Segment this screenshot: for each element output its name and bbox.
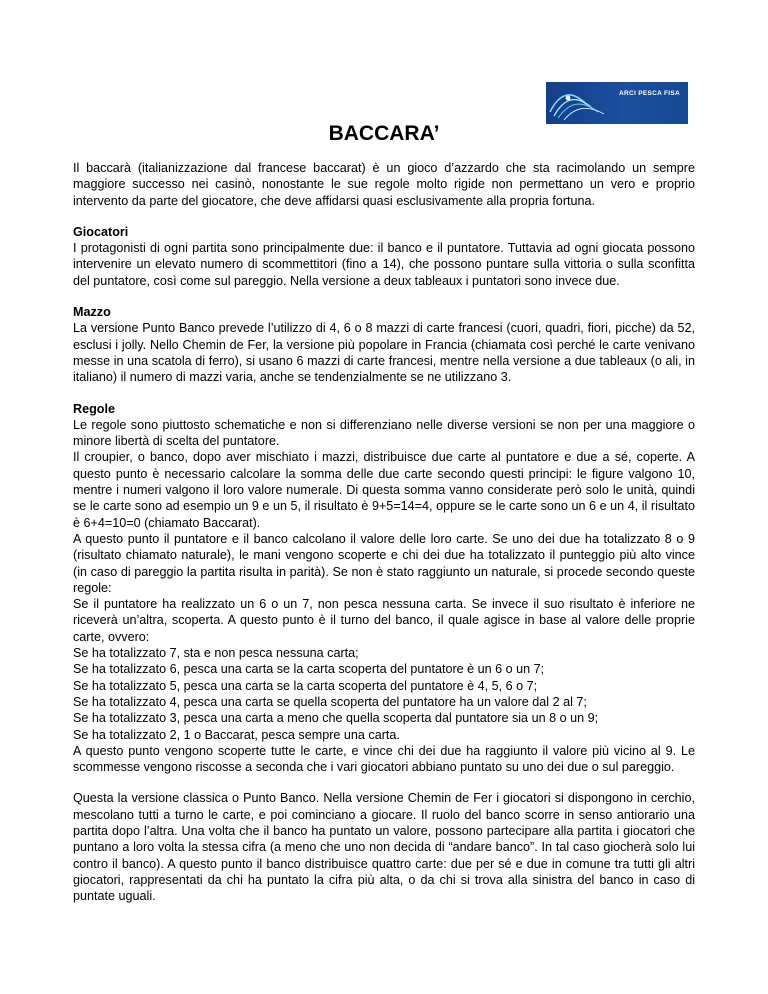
regole-line: Se ha totalizzato 4, pesca una carta se quella scoperta del puntatore ha un valore dal 2 al 7; xyxy=(73,694,587,709)
paragraph-giocatori: I protagonisti di ogni partita sono principalmente due: il banco e il puntatore. Tuttavia ad ogni giocata possono intervenire un elevato numero di scommettitori (fino a 14), che possono puntare sulla vittoria o sulla sconfitta del puntatore, così come sul pareggio. Nella versione a deux tableaux i puntatori sono invece due. xyxy=(73,241,695,288)
regole-line: A questo punto il puntatore e il banco calcolano il valore delle loro carte. Se uno dei due ha totalizzato 8 o 9 (risultato chiamato naturale), le mani vengono scoperte e chi dei due ha totalizzato il punteggio più alto vince (in caso di pareggio la partita risulta in parità). Se non è stato raggiunto un naturale, si procede secondo queste regole: xyxy=(73,531,695,595)
heading-regole: Regole xyxy=(73,401,115,416)
regole-line: Se ha totalizzato 2, 1 o Baccarat, pesca sempre una carta. xyxy=(73,727,400,742)
regole-line: Se il puntatore ha realizzato un 6 o un 7, non pesca nessuna carta. Se invece il suo risultato è inferiore ne riceverà un’altra, scoperta. A questo punto è il turno del banco, il quale agisce in base al valore delle proprie carte, ovvero: xyxy=(73,597,695,644)
regole-line: Il croupier, o banco, dopo aver mischiato i mazzi, distribuisce due carte al puntatore e due a sé, coperte. A questo punto è necessario calcolare la somma delle due carte secondo questi principi: le figure valgono 10, mentre i numeri valgono il loro valore numerale. Di questa somma vanno considerate però solo le unità, quindi se le carte sono ad esempio un 9 e un 5, il risultato è 9+5=14=4, oppure se le carte sono un 6 e un 4, il risultato è 6+4=10=0 (chiamato Baccarat). xyxy=(73,450,695,530)
page-title: BACCARA’ xyxy=(328,122,440,145)
fishing-line-icon xyxy=(546,82,688,124)
regole-line: Se ha totalizzato 5, pesca una carta se la carta scoperta del puntatore è 4, 5, 6 o 7; xyxy=(73,678,538,693)
regole-line: A questo punto vengono scoperte tutte le carte, e vince chi dei due ha raggiunto il valore più vicino al 9. Le scommesse vengono riscosse a seconda che i vari giocatori abbiano puntato su uno dei due o sul pareggio. xyxy=(73,743,695,775)
heading-giocatori: Giocatori xyxy=(73,224,129,239)
arci-pesca-fisa-logo xyxy=(546,82,688,124)
regole-line: Le regole sono piuttosto schematiche e non si differenziano nelle diverse versioni se non per una maggiore o minore libertà di scelta del puntatore. xyxy=(73,417,695,449)
heading-mazzo: Mazzo xyxy=(73,305,111,320)
logo-text: ARCI PESCA FISA xyxy=(619,90,680,97)
paragraph-mazzo: La versione Punto Banco prevede l’utilizzo di 4, 6 o 8 mazzi di carte francesi (cuori, quadri, fiori, picche) da 52, esclusi i jolly. Nello Chemin de Fer, la versione più popolare in Francia (chiamata così perché le carte venivano messe in una scatola di ferro), si usano 6 mazzi di carte francesi, mentre nella versione a due tableaux (o ali, in italiano) il numero di mazzi varia, anche se tendenzialmente se ne utilizzano 3. xyxy=(73,321,695,385)
document-body xyxy=(73,160,695,904)
intro-paragraph: Il baccarà (italianizzazione dal francese baccarat) è un gioco d’azzardo che sta racimolando un sempre maggiore successo nei casinò, nonostante le sue regole molto rigide non permettano un vero e proprio intervento da parte del giocatore, che deve affidarsi quasi esclusivamente alla propria fortuna. xyxy=(73,161,695,208)
regole-line: Se ha totalizzato 6, pesca una carta se la carta scoperta del puntatore è un 6 o un 7; xyxy=(73,662,545,677)
paragraph-chemin-de-fer: Questa la versione classica o Punto Banco. Nella versione Chemin de Fer i giocatori si dispongono in cerchio, mescolano tutti a turno le carte, e poi cominciano a giocare. Il ruolo del banco scorre in senso antiorario una partita dopo l’altra. Una volta che il banco ha puntato un valore, possono partecipare alla partita i giocatori che puntano a loro volta la stessa cifra (a meno che uno non decida di “andare banco”. In tal caso giocherà solo lui contro il banco). A questo punto il banco distribuisce quattro carte: due per sé e due in comune tra tutti gli altri giocatori, rappresentati da chi ha puntato la cifra più alta, o da chi si trova alla sinistra del banco in caso di puntate uguali. xyxy=(73,791,695,904)
regole-line: Se ha totalizzato 3, pesca una carta a meno che quella scoperta dal puntatore sia un 8 o un 9; xyxy=(73,711,599,726)
regole-line: Se ha totalizzato 7, sta e non pesca nessuna carta; xyxy=(73,646,359,661)
